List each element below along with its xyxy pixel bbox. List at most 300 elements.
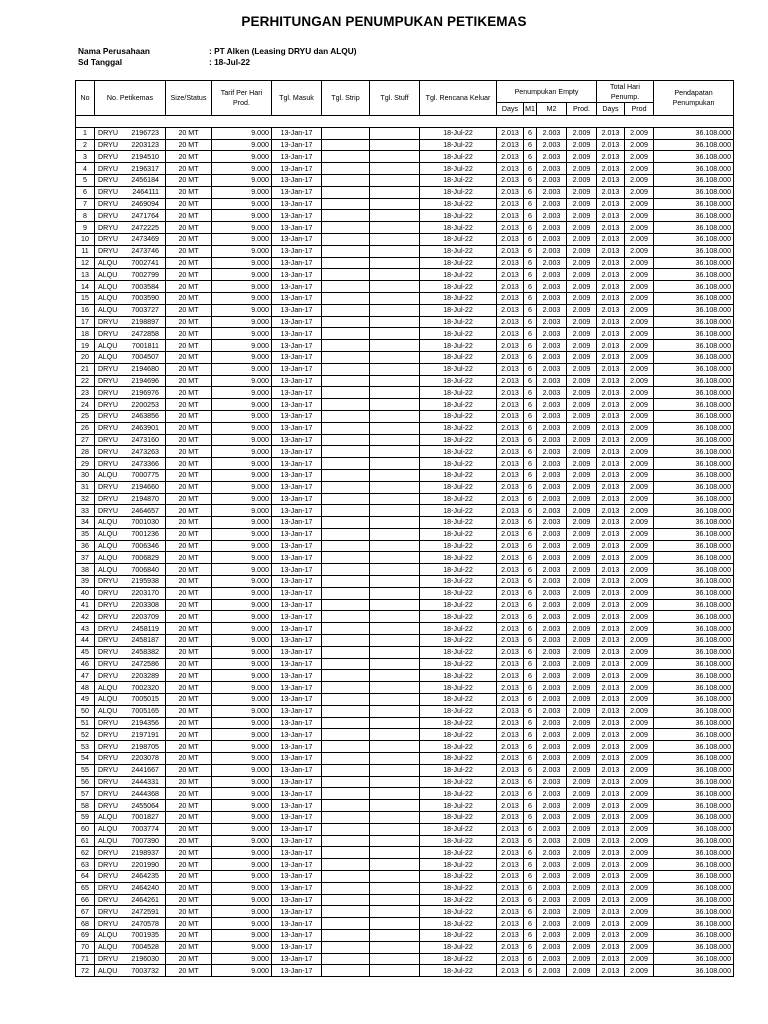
table-row (76, 670, 734, 682)
days-cell: 2.013 (497, 717, 524, 729)
container-serial: 7007390 (131, 837, 159, 845)
total-prod-cell: 2.009 (625, 528, 654, 540)
tgl-strip-cell (322, 764, 370, 776)
m1-cell: 6 (524, 871, 537, 883)
tarif-cell: 9.000 (212, 835, 272, 847)
total-prod-cell: 2.009 (625, 753, 654, 765)
total-days-cell: 2.013 (597, 694, 625, 706)
container-number (95, 186, 166, 198)
prod-cell: 2.009 (567, 304, 597, 316)
tgl-stuff-cell (370, 587, 420, 599)
size-status-cell: 20 MT (166, 576, 212, 588)
tgl-strip-cell (322, 635, 370, 647)
tgl-masuk-cell: 13-Jan-17 (272, 375, 322, 387)
tgl-masuk-cell: 13-Jan-17 (272, 151, 322, 163)
container-prefix: DRYU (98, 636, 118, 645)
pendapatan-cell: 36.108.000 (654, 269, 734, 281)
container-serial: 2464261 (131, 895, 159, 904)
m2-cell: 2.003 (537, 576, 567, 588)
days-cell: 2.013 (497, 918, 524, 930)
row-number: 8 (76, 210, 95, 222)
container-prefix: DRYU (98, 895, 118, 904)
m1-cell: 6 (524, 788, 537, 800)
m1-cell: 6 (524, 281, 537, 293)
m1-cell: 6 (524, 929, 537, 941)
tgl-masuk-cell: 13-Jan-17 (272, 788, 322, 800)
days-cell: 2.013 (497, 281, 524, 293)
tgl-rencana-cell: 18-Jul-22 (420, 351, 497, 363)
tgl-rencana-cell: 18-Jul-22 (420, 611, 497, 623)
tarif-cell: 9.000 (212, 564, 272, 576)
total-days-cell: 2.013 (597, 611, 625, 623)
table-row (76, 540, 734, 552)
tgl-masuk-cell: 13-Jan-17 (272, 623, 322, 635)
container-serial: 2194510 (131, 152, 159, 161)
total-days-cell: 2.013 (597, 859, 625, 871)
prod-cell: 2.009 (567, 918, 597, 930)
m2-cell: 2.003 (537, 174, 567, 186)
container-prefix: DRYU (98, 388, 118, 397)
total-days-cell: 2.013 (597, 304, 625, 316)
days-cell: 2.013 (497, 800, 524, 812)
container-number (95, 623, 166, 635)
m2-cell: 2.003 (537, 894, 567, 906)
m2-cell: 2.003 (537, 540, 567, 552)
m2-cell: 2.003 (537, 682, 567, 694)
table-row (76, 292, 734, 304)
tgl-strip-cell (322, 540, 370, 552)
tgl-masuk-cell: 13-Jan-17 (272, 281, 322, 293)
company-line (78, 46, 357, 56)
container-prefix: DRYU (98, 164, 118, 173)
total-days-cell: 2.013 (597, 576, 625, 588)
table-row (76, 493, 734, 505)
size-status-cell: 20 MT (166, 528, 212, 540)
prod-cell: 2.009 (567, 198, 597, 210)
container-prefix: DRYU (98, 589, 118, 598)
container-prefix: DRYU (98, 329, 118, 338)
total-days-cell: 2.013 (597, 163, 625, 175)
tarif-cell: 9.000 (212, 823, 272, 835)
total-days-cell: 2.013 (597, 753, 625, 765)
tgl-rencana-cell: 18-Jul-22 (420, 670, 497, 682)
tarif-cell: 9.000 (212, 658, 272, 670)
days-cell: 2.013 (497, 469, 524, 481)
size-status-cell: 20 MT (166, 871, 212, 883)
tgl-rencana-cell: 18-Jul-22 (420, 599, 497, 611)
table-row (76, 139, 734, 151)
container-serial: 7003584 (131, 282, 159, 291)
tgl-strip-cell (322, 670, 370, 682)
days-cell: 2.013 (497, 658, 524, 670)
container-number (95, 410, 166, 422)
container-serial: 2473160 (131, 435, 159, 444)
size-status-cell: 20 MT (166, 174, 212, 186)
tgl-strip-cell (322, 281, 370, 293)
total-days-cell: 2.013 (597, 151, 625, 163)
total-prod-cell: 2.009 (625, 245, 654, 257)
container-prefix: ALQU (98, 270, 118, 279)
tgl-masuk-cell: 13-Jan-17 (272, 694, 322, 706)
total-prod-cell: 2.009 (625, 611, 654, 623)
prod-cell: 2.009 (567, 210, 597, 222)
size-status-cell: 20 MT (166, 363, 212, 375)
container-number (95, 505, 166, 517)
tgl-strip-cell (322, 658, 370, 670)
row-number: 41 (76, 599, 95, 611)
days-cell: 2.013 (497, 528, 524, 540)
prod-cell: 2.009 (567, 139, 597, 151)
m2-cell: 2.003 (537, 375, 567, 387)
m1-cell: 6 (524, 528, 537, 540)
tgl-stuff-cell (370, 753, 420, 765)
tarif-cell: 9.000 (212, 292, 272, 304)
prod-cell: 2.009 (567, 599, 597, 611)
container-prefix: ALQU (98, 353, 118, 362)
tgl-masuk-cell: 13-Jan-17 (272, 257, 322, 269)
table-row (76, 918, 734, 930)
container-prefix: ALQU (98, 294, 118, 303)
prod-cell: 2.009 (567, 929, 597, 941)
container-serial: 2194696 (131, 376, 159, 385)
pendapatan-cell: 36.108.000 (654, 363, 734, 375)
tarif-cell: 9.000 (212, 399, 272, 411)
tgl-strip-cell (322, 304, 370, 316)
tarif-cell: 9.000 (212, 375, 272, 387)
container-number (95, 517, 166, 529)
tgl-rencana-cell: 18-Jul-22 (420, 233, 497, 245)
container-number (95, 599, 166, 611)
m2-cell: 2.003 (537, 918, 567, 930)
pendapatan-cell: 36.108.000 (654, 422, 734, 434)
days-cell: 2.013 (497, 871, 524, 883)
container-prefix: ALQU (98, 282, 118, 291)
tarif-cell: 9.000 (212, 576, 272, 588)
tgl-stuff-cell (370, 823, 420, 835)
tgl-rencana-cell: 18-Jul-22 (420, 623, 497, 635)
total-prod-cell: 2.009 (625, 918, 654, 930)
tarif-cell: 9.000 (212, 941, 272, 953)
size-status-cell: 20 MT (166, 446, 212, 458)
tarif-cell: 9.000 (212, 623, 272, 635)
row-number: 13 (76, 269, 95, 281)
pendapatan-cell: 36.108.000 (654, 776, 734, 788)
size-status-cell: 20 MT (166, 340, 212, 352)
tarif-cell: 9.000 (212, 387, 272, 399)
container-prefix: DRYU (98, 483, 118, 492)
prod-cell: 2.009 (567, 965, 597, 977)
days-cell: 2.013 (497, 894, 524, 906)
table-row (76, 823, 734, 835)
prod-cell: 2.009 (567, 859, 597, 871)
prod-cell: 2.009 (567, 953, 597, 965)
container-prefix: ALQU (98, 943, 118, 952)
tgl-strip-cell (322, 894, 370, 906)
tgl-stuff-cell (370, 635, 420, 647)
tgl-strip-cell (322, 469, 370, 481)
days-cell: 2.013 (497, 139, 524, 151)
tgl-masuk-cell: 13-Jan-17 (272, 682, 322, 694)
m2-cell: 2.003 (537, 493, 567, 505)
total-days-cell: 2.013 (597, 528, 625, 540)
m2-cell: 2.003 (537, 351, 567, 363)
prod-cell: 2.009 (567, 635, 597, 647)
prod-cell: 2.009 (567, 587, 597, 599)
tgl-rencana-cell: 18-Jul-22 (420, 340, 497, 352)
days-cell: 2.013 (497, 859, 524, 871)
days-cell: 2.013 (497, 505, 524, 517)
container-number (95, 163, 166, 175)
size-status-cell: 20 MT (166, 481, 212, 493)
total-days-cell: 2.013 (597, 929, 625, 941)
table-row (76, 517, 734, 529)
row-number: 45 (76, 646, 95, 658)
total-prod-cell: 2.009 (625, 835, 654, 847)
container-serial: 7005015 (131, 695, 159, 704)
m2-cell: 2.003 (537, 623, 567, 635)
pendapatan-cell: 36.108.000 (654, 871, 734, 883)
tgl-rencana-cell: 18-Jul-22 (420, 552, 497, 564)
table-row (76, 210, 734, 222)
total-prod-cell: 2.009 (625, 363, 654, 375)
row-number: 18 (76, 328, 95, 340)
pendapatan-cell: 36.108.000 (654, 399, 734, 411)
tgl-rencana-cell: 18-Jul-22 (420, 505, 497, 517)
size-status-cell: 20 MT (166, 139, 212, 151)
container-prefix: DRYU (98, 919, 118, 928)
tarif-cell: 9.000 (212, 233, 272, 245)
m2-cell: 2.003 (537, 670, 567, 682)
tgl-stuff-cell (370, 729, 420, 741)
row-number: 1 (76, 127, 95, 139)
m2-cell: 2.003 (537, 245, 567, 257)
row-number: 3 (76, 151, 95, 163)
tgl-stuff-cell (370, 174, 420, 186)
pendapatan-cell: 36.108.000 (654, 127, 734, 139)
tgl-strip-cell (322, 316, 370, 328)
tarif-cell: 9.000 (212, 965, 272, 977)
row-number: 50 (76, 705, 95, 717)
tgl-strip-cell (322, 788, 370, 800)
total-prod-cell: 2.009 (625, 623, 654, 635)
size-status-cell: 20 MT (166, 233, 212, 245)
tgl-stuff-cell (370, 328, 420, 340)
total-days-cell: 2.013 (597, 646, 625, 658)
days-cell: 2.013 (497, 694, 524, 706)
total-prod-cell: 2.009 (625, 847, 654, 859)
tarif-cell: 9.000 (212, 198, 272, 210)
tgl-rencana-cell: 18-Jul-22 (420, 281, 497, 293)
days-cell: 2.013 (497, 882, 524, 894)
container-prefix: DRYU (98, 506, 118, 515)
prod-cell: 2.009 (567, 753, 597, 765)
m2-cell: 2.003 (537, 151, 567, 163)
container-number (95, 481, 166, 493)
total-prod-cell: 2.009 (625, 505, 654, 517)
tarif-cell: 9.000 (212, 493, 272, 505)
pendapatan-cell: 36.108.000 (654, 292, 734, 304)
tarif-cell: 9.000 (212, 764, 272, 776)
tgl-masuk-cell: 13-Jan-17 (272, 316, 322, 328)
size-status-cell: 20 MT (166, 646, 212, 658)
container-prefix: DRYU (98, 412, 118, 421)
header-size-status: Size/Status (166, 81, 212, 116)
total-prod-cell: 2.009 (625, 139, 654, 151)
table-row (76, 835, 734, 847)
container-number (95, 233, 166, 245)
days-cell: 2.013 (497, 222, 524, 234)
size-status-cell: 20 MT (166, 281, 212, 293)
container-number (95, 929, 166, 941)
tgl-stuff-cell (370, 741, 420, 753)
prod-cell: 2.009 (567, 351, 597, 363)
row-number: 51 (76, 717, 95, 729)
tgl-rencana-cell: 18-Jul-22 (420, 292, 497, 304)
days-cell: 2.013 (497, 304, 524, 316)
m1-cell: 6 (524, 198, 537, 210)
size-status-cell: 20 MT (166, 552, 212, 564)
table-row (76, 269, 734, 281)
container-serial: 7002741 (131, 258, 159, 267)
total-days-cell: 2.013 (597, 705, 625, 717)
prod-cell: 2.009 (567, 741, 597, 753)
container-serial: 2463901 (131, 424, 159, 433)
header-total-days: Days (597, 103, 625, 116)
tgl-rencana-cell: 18-Jul-22 (420, 646, 497, 658)
company-value: : PT Alken (Leasing DRYU dan ALQU) (209, 46, 357, 56)
container-serial: 7001811 (131, 341, 159, 350)
tarif-cell: 9.000 (212, 552, 272, 564)
tgl-rencana-cell: 18-Jul-22 (420, 186, 497, 198)
size-status-cell: 20 MT (166, 717, 212, 729)
total-prod-cell: 2.009 (625, 929, 654, 941)
pendapatan-cell: 36.108.000 (654, 316, 734, 328)
table-row (76, 906, 734, 918)
size-status-cell: 20 MT (166, 753, 212, 765)
days-cell: 2.013 (497, 340, 524, 352)
total-days-cell: 2.013 (597, 776, 625, 788)
total-prod-cell: 2.009 (625, 387, 654, 399)
container-prefix: DRYU (98, 671, 118, 680)
pendapatan-cell: 36.108.000 (654, 517, 734, 529)
tgl-rencana-cell: 18-Jul-22 (420, 788, 497, 800)
table-row (76, 729, 734, 741)
tgl-rencana-cell: 18-Jul-22 (420, 658, 497, 670)
container-number (95, 363, 166, 375)
tgl-strip-cell (322, 127, 370, 139)
container-serial: 2458382 (131, 648, 159, 657)
table-row (76, 576, 734, 588)
container-serial: 2455064 (131, 801, 159, 810)
tgl-rencana-cell: 18-Jul-22 (420, 198, 497, 210)
days-cell: 2.013 (497, 764, 524, 776)
tarif-cell: 9.000 (212, 599, 272, 611)
m2-cell: 2.003 (537, 127, 567, 139)
m2-cell: 2.003 (537, 729, 567, 741)
container-prefix: DRYU (98, 648, 118, 657)
tgl-masuk-cell: 13-Jan-17 (272, 363, 322, 375)
total-prod-cell: 2.009 (625, 210, 654, 222)
prod-cell: 2.009 (567, 363, 597, 375)
days-cell: 2.013 (497, 741, 524, 753)
tgl-rencana-cell: 18-Jul-22 (420, 222, 497, 234)
tgl-masuk-cell: 13-Jan-17 (272, 717, 322, 729)
m1-cell: 6 (524, 847, 537, 859)
tgl-rencana-cell: 18-Jul-22 (420, 446, 497, 458)
days-cell: 2.013 (497, 576, 524, 588)
pendapatan-cell: 36.108.000 (654, 505, 734, 517)
tarif-cell: 9.000 (212, 929, 272, 941)
prod-cell: 2.009 (567, 540, 597, 552)
total-prod-cell: 2.009 (625, 222, 654, 234)
m1-cell: 6 (524, 422, 537, 434)
total-prod-cell: 2.009 (625, 965, 654, 977)
days-cell: 2.013 (497, 127, 524, 139)
tgl-masuk-cell: 13-Jan-17 (272, 729, 322, 741)
total-days-cell: 2.013 (597, 658, 625, 670)
tgl-stuff-cell (370, 835, 420, 847)
total-days-cell: 2.013 (597, 517, 625, 529)
m2-cell: 2.003 (537, 281, 567, 293)
row-number: 40 (76, 587, 95, 599)
table-row (76, 469, 734, 481)
header-total-hari: Total Hari Penump. (597, 81, 654, 103)
row-number: 72 (76, 965, 95, 977)
tgl-masuk-cell: 13-Jan-17 (272, 847, 322, 859)
total-days-cell: 2.013 (597, 941, 625, 953)
container-prefix: DRYU (98, 789, 118, 798)
size-status-cell: 20 MT (166, 776, 212, 788)
size-status-cell: 20 MT (166, 163, 212, 175)
m2-cell: 2.003 (537, 776, 567, 788)
days-cell: 2.013 (497, 587, 524, 599)
tgl-strip-cell (322, 481, 370, 493)
size-status-cell: 20 MT (166, 422, 212, 434)
tarif-cell: 9.000 (212, 729, 272, 741)
m2-cell: 2.003 (537, 517, 567, 529)
m2-cell: 2.003 (537, 292, 567, 304)
table-row (76, 623, 734, 635)
tgl-masuk-cell: 13-Jan-17 (272, 599, 322, 611)
tgl-stuff-cell (370, 434, 420, 446)
tgl-strip-cell (322, 351, 370, 363)
container-number (95, 894, 166, 906)
tgl-masuk-cell: 13-Jan-17 (272, 328, 322, 340)
tgl-rencana-cell: 18-Jul-22 (420, 139, 497, 151)
table-row (76, 340, 734, 352)
total-days-cell: 2.013 (597, 906, 625, 918)
row-number: 33 (76, 505, 95, 517)
container-prefix: ALQU (98, 837, 118, 845)
container-serial: 2203078 (131, 754, 159, 763)
total-days-cell: 2.013 (597, 882, 625, 894)
total-days-cell: 2.013 (597, 316, 625, 328)
container-number (95, 741, 166, 753)
tarif-cell: 9.000 (212, 210, 272, 222)
m1-cell: 6 (524, 953, 537, 965)
tgl-strip-cell (322, 163, 370, 175)
table-row (76, 682, 734, 694)
total-prod-cell: 2.009 (625, 351, 654, 363)
size-status-cell: 20 MT (166, 505, 212, 517)
total-prod-cell: 2.009 (625, 717, 654, 729)
days-cell: 2.013 (497, 163, 524, 175)
tgl-masuk-cell: 13-Jan-17 (272, 812, 322, 824)
total-days-cell: 2.013 (597, 127, 625, 139)
container-serial: 7000775 (131, 471, 159, 480)
pendapatan-cell: 36.108.000 (654, 257, 734, 269)
container-serial: 7001236 (131, 530, 159, 539)
